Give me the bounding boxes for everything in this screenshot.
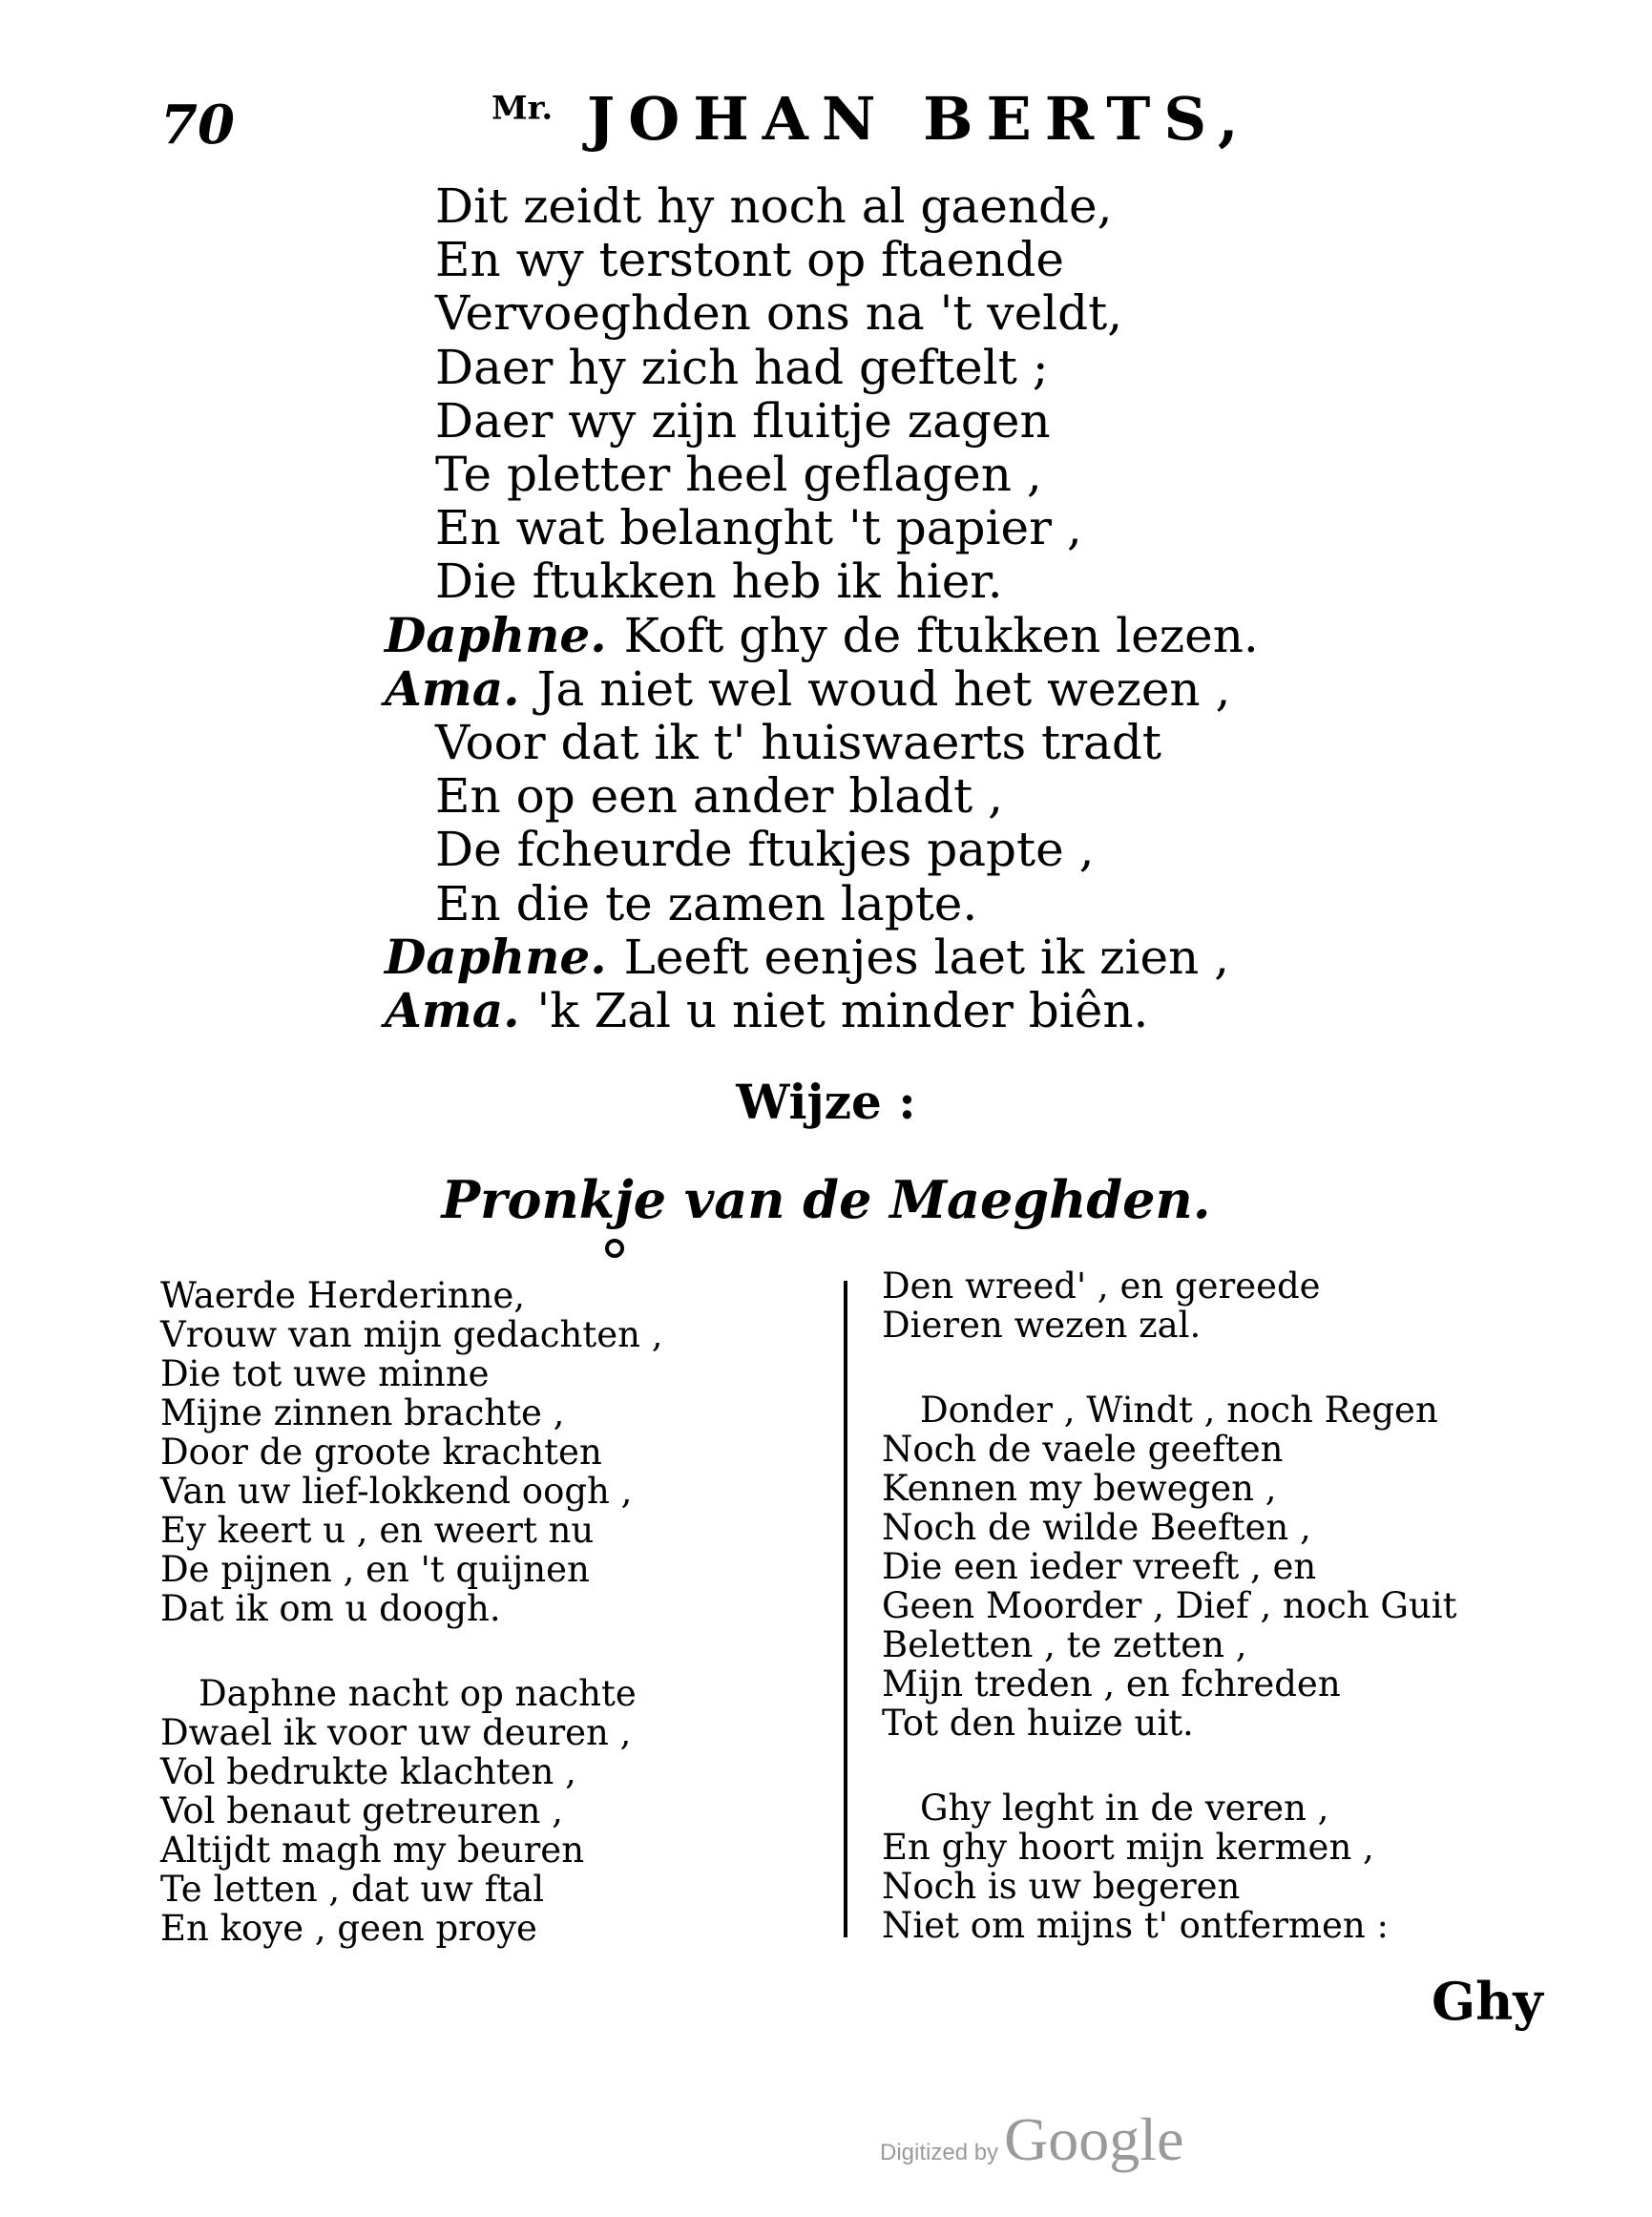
song-line: Ey keert u , en weert nu	[160, 1510, 595, 1551]
verse-line	[385, 931, 1229, 984]
verse-line	[385, 662, 1230, 716]
song-line: Mijn treden , en fchreden	[882, 1663, 1341, 1705]
digitized-watermark	[880, 2104, 1183, 2175]
verse-line	[435, 823, 1095, 876]
verse-text: 'k Zal u niet minder biên.	[536, 983, 1149, 1038]
speaker-label: Ama.	[385, 982, 520, 1038]
watermark-prefix: Digitized by	[880, 2140, 999, 2165]
song-line: Daphne nacht op nachte	[199, 1673, 637, 1714]
stanza	[882, 1266, 1457, 1345]
verse-text: En op een ander bladt ,	[435, 768, 1003, 824]
verse-line	[385, 984, 1148, 1037]
verse-line	[435, 394, 1051, 448]
verse-text: Koft ghy de ftukken lezen.	[623, 608, 1259, 663]
song-line: Dwael ik voor uw deuren ,	[160, 1712, 632, 1753]
song-line: Te letten , dat uw ftal	[160, 1869, 545, 1910]
tune-heading: Wijze :	[736, 1074, 916, 1130]
title-prefix: Mr.	[491, 89, 554, 128]
verse-text: De fcheurde ftukjes papte ,	[435, 822, 1095, 877]
song-line: Van uw lief-lokkend oogh ,	[160, 1471, 633, 1512]
verse-line	[435, 448, 1042, 501]
song-line: En ghy hoort mijn kermen ,	[882, 1827, 1374, 1868]
song-line: Niet om mijns t' ontfermen :	[882, 1905, 1389, 1946]
song-line: Beletten , te zetten ,	[882, 1624, 1247, 1665]
verse-line	[435, 233, 1064, 286]
song-line: Vol bedrukte klachten ,	[160, 1751, 576, 1792]
verse-text: Vervoeghden ons na 't veldt,	[435, 285, 1123, 341]
song-line: Dat ik om u doogh.	[160, 1588, 501, 1629]
song-right-column	[882, 1266, 1457, 1991]
verse-text: Die ftukken heb ik hier.	[435, 554, 1003, 609]
verse-text: Voor dat ik t' huiswaerts tradt	[435, 715, 1161, 770]
song-line: En koye , geen proye	[160, 1908, 537, 1949]
song-line: Ghy leght in de veren ,	[920, 1788, 1329, 1829]
verse-text: En wat belanght 't papier ,	[435, 500, 1082, 555]
stanza	[882, 1391, 1457, 1743]
song-line: Geen Moorder , Dief , noch Guit	[882, 1585, 1457, 1626]
verse-text: Dit zeidt hy noch al gaende,	[435, 178, 1113, 234]
song-line: Die een ieder vreeft , en	[882, 1546, 1317, 1587]
column-rule	[844, 1281, 847, 1937]
verse-line	[435, 769, 1003, 823]
verse-line	[435, 286, 1122, 340]
running-title: JOHAN BERTS,	[586, 84, 1252, 154]
song-line: Kennen my bewegen ,	[882, 1468, 1277, 1509]
catchword: Ghy	[1432, 1971, 1543, 2032]
song-line: Altijdt magh my beuren	[160, 1830, 585, 1871]
song-line: Die tot uwe minne	[160, 1353, 490, 1394]
song-line: De pijnen , en 't quijnen	[160, 1549, 590, 1590]
ornament-icon	[605, 1239, 624, 1258]
song-line: Noch de wilde Beeften ,	[882, 1507, 1311, 1548]
stanza	[160, 1674, 662, 1948]
verse-line	[435, 179, 1113, 233]
speaker-label: Ama.	[385, 660, 520, 717]
stanza	[882, 1788, 1457, 1945]
verse-text: Daer hy zich had geftelt ;	[435, 340, 1049, 395]
verse-text: Ja niet wel woud het wezen ,	[536, 661, 1231, 717]
speaker-label: Daphne.	[385, 929, 607, 985]
google-logo: Google	[1004, 2105, 1184, 2173]
verse-text: En die te zamen lapte.	[435, 876, 978, 931]
verse-line	[435, 554, 1003, 608]
song-line: Noch de vaele geeften	[882, 1429, 1284, 1470]
tune-title: Pronkje van de Maeghden.	[441, 1169, 1211, 1230]
verse-line	[385, 609, 1259, 662]
song-line: Tot den huize uit.	[882, 1703, 1194, 1744]
song-line: Mijne zinnen brachte ,	[160, 1392, 565, 1433]
verse-line	[435, 716, 1161, 769]
verse-line	[435, 501, 1082, 554]
song-line: Den wreed' , en gereede	[882, 1265, 1321, 1307]
verse-text: Te pletter heel geflagen ,	[435, 447, 1042, 502]
verse-text: Daer wy zijn fluitje zagen	[435, 393, 1051, 449]
song-line: Door de groote krachten	[160, 1432, 602, 1473]
song-line: Dieren wezen zal.	[882, 1305, 1202, 1346]
speaker-label: Daphne.	[385, 607, 607, 663]
song-line: Noch is uw begeren	[882, 1866, 1241, 1907]
verse-line	[435, 341, 1049, 394]
running-head	[491, 84, 1252, 154]
song-left-column	[160, 1276, 662, 1994]
verse-text: En wy terstont op ftaende	[435, 232, 1064, 287]
song-line: Vol benaut getreuren ,	[160, 1790, 563, 1831]
song-line: Donder , Windt , noch Regen	[920, 1390, 1438, 1431]
song-line: Vrouw van mijn gedachten ,	[160, 1314, 663, 1355]
stanza	[160, 1276, 662, 1628]
verse-text: Leeft eenjes laet ik zien ,	[623, 930, 1230, 985]
verse-line	[435, 877, 977, 931]
page-number: 70	[160, 94, 235, 157]
song-line: Waerde Herderinne,	[160, 1275, 526, 1316]
